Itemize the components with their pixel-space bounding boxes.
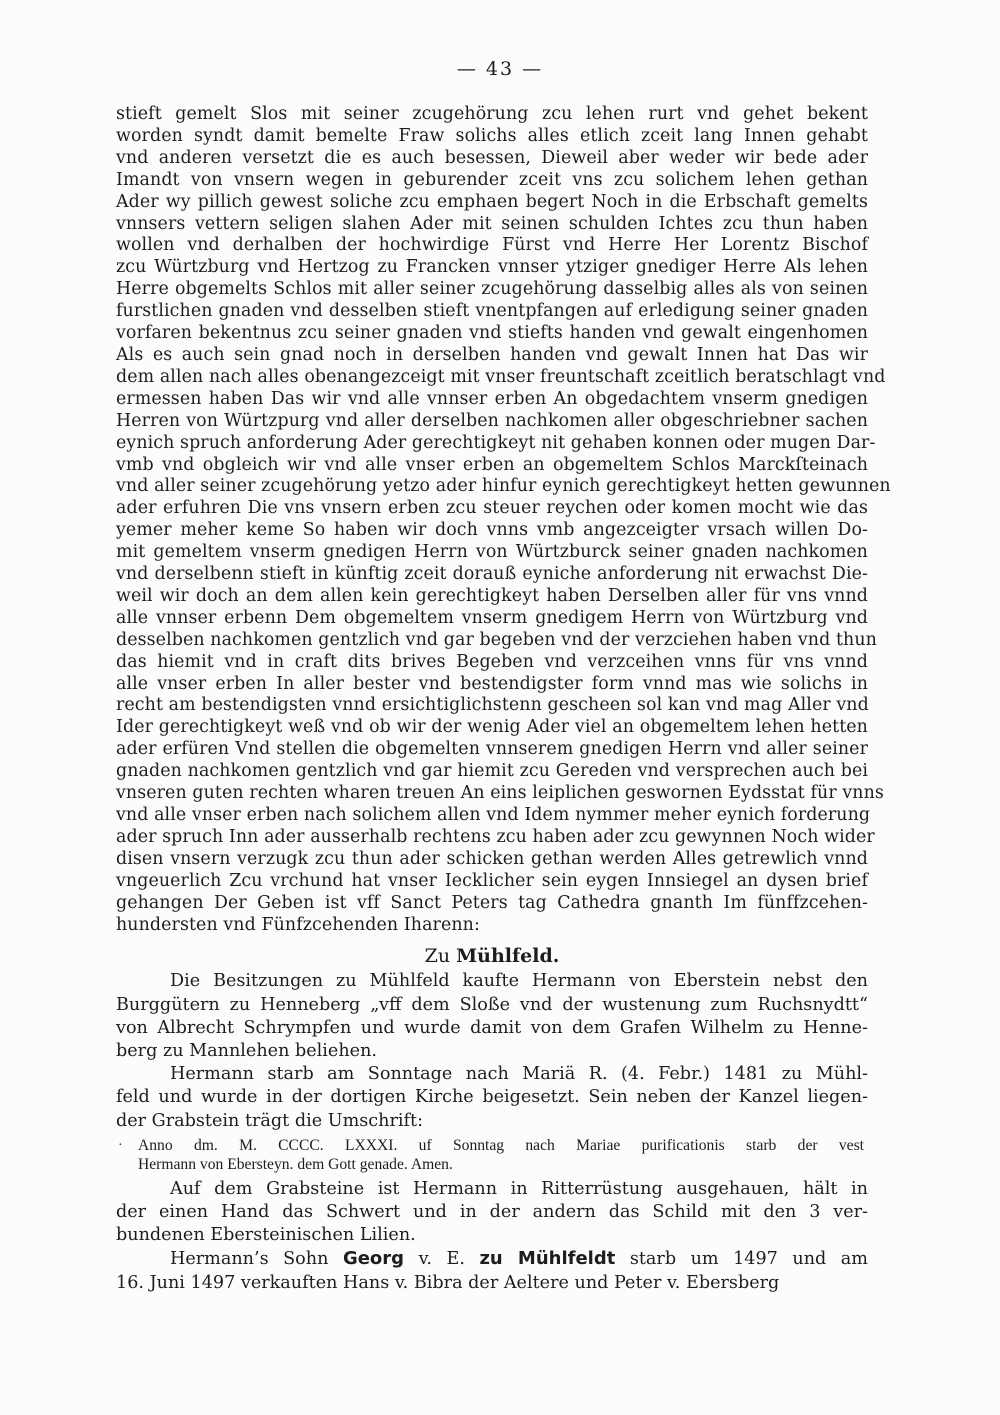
text-line: desselben nachkomen gentzlich vnd gar begeben vnd der verzciehen haben vnd thun <box>116 629 877 650</box>
text-line: vnseren guten rechten wharen treuen An eins leiplichen geswornen Eydsstat für vnns <box>116 783 884 804</box>
text-line: Herren von Würtzpurg vnd aller derselben nachkomen aller obgeschriebner sachen <box>116 410 868 431</box>
place-name: zu Mühlfeldt <box>479 1248 616 1270</box>
text-line: 16. Juni 1497 verkauften Hans v. Bibra der Aeltere und Peter v. Ebersberg <box>116 1272 780 1293</box>
bullet-mark: · <box>118 1137 123 1153</box>
text-line: wollen vnd derhalben der hochwirdige Fürst vnd Herre Her Lorentz Bischof <box>116 235 868 256</box>
text-line: gehangen Der Geben ist vff Sanct Peters tag Cathedra gnanth Im fünffzcehen- <box>116 892 868 913</box>
text-line: Burggütern zu Henneberg „vff dem Sloße vnd der wustenung zum Ruchsnydtt“ <box>116 994 868 1015</box>
paragraph-gravestone <box>116 1178 868 1248</box>
text-line: dem allen nach alles obenangezceigt mit vnser freuntschaft zceitlich beratschlagt vnd <box>116 366 886 387</box>
text-line: der Grabstein trägt die Umschrift: <box>116 1110 424 1131</box>
section-text <box>116 970 868 1294</box>
heading-prefix: Zu <box>424 945 457 968</box>
text-line: alle vnser erben In aller bester vnd bestendigster form vnnd mas wie solichs in <box>116 673 868 694</box>
page-number: — 43 — <box>456 58 544 80</box>
text-line: Als es auch sein gnad noch in derselben handen vnd gewalt Innen hat Das wir <box>116 344 868 365</box>
text-line: stieft gemelt Slos mit seiner zcugehörung zcu lehen rurt vnd gehet bekent <box>116 104 868 124</box>
text-line: vnd aller seiner zcugehörung yetzo ader hinfur eynich gerechtigkeyt hetten gewunnen <box>116 476 891 497</box>
heading-place: Mühlfeld. <box>456 945 560 968</box>
inscription-quote <box>118 1136 868 1174</box>
text-line: Hermann starb am Sonntage nach Mariä R. (4. Febr.) 1481 zu Mühl- <box>170 1064 868 1085</box>
document-quotation <box>116 104 891 936</box>
text-line: Imandt von vnsern wegen in geburender zceit vns zcu solichem lehen gethan <box>116 169 868 190</box>
text-line: gnaden nachkomen gentzlich vnd gar hiemit zcu Gereden vnd versprechen auch bei <box>116 761 868 782</box>
text-line: ader erfuhren Die vns vnsern erben zcu steuer reychen oder komen mocht wie das <box>116 498 868 519</box>
text-line: Auf dem Grabsteine ist Hermann in Ritterrüstung ausgehauen, hält in <box>170 1178 868 1199</box>
text-line: furstlichen gnaden vnd desselben stieft vnentpfangen auf erledigung seiner gnaden <box>116 301 868 322</box>
text-line: vmb vnd obgleich wir vnd alle vnser erben an obgemeltem Schlos Marckſteinach <box>116 454 868 475</box>
text-line: vngeuerlich Zcu vrchund hat vnser Iecklicher sein eygen Innsiegel an dysen brief <box>116 870 868 891</box>
text-line: von Albrecht Schrympfen und wurde damit von dem Grafen Wilhelm zu Henne- <box>116 1017 868 1038</box>
text-segment: Hermann’s Sohn <box>170 1249 343 1270</box>
paragraph-death <box>116 1063 868 1133</box>
text-line: ermessen haben Das wir vnd alle vnnser erben An obgedachtem vnserm gnedigen <box>116 388 868 409</box>
text-line: bundenen Ebersteinischen Lilien. <box>116 1225 416 1246</box>
text-line: Ader wy pillich gewest soliche zcu emphaen begert Noch in die Erbschaft gemelts <box>116 191 868 212</box>
text-line: vnd derselbenn stieft in künftig zceit dorauß eyniche anforderung nit erwachst Die- <box>116 564 868 585</box>
person-name: Georg <box>342 1248 405 1270</box>
text-line: zcu Würtzburg vnd Hertzog zu Francken vnnser ytziger gnediger Herre Als lehen <box>116 257 868 278</box>
page-body <box>116 104 891 1295</box>
text-segment: v. E. <box>404 1249 480 1270</box>
text-line: der einen Hand das Schwert und in der andern das Schild mit den 3 ver- <box>116 1202 868 1223</box>
text-segment: starb um 1497 und am <box>615 1249 868 1270</box>
text-line: ader erfüren Vnd stellen die obgemelten vnnserem gnedigen Herrn vnd aller seiner <box>116 739 868 760</box>
text-line: disen vnsern verzugk zcu thun ader schicken gethan werden Alles getrewlich vnnd <box>116 848 868 869</box>
text-line: Anno dm. M. CCCC. LXXXI. uf Sonntag nach Mariae purificationis starb der vest <box>138 1136 864 1154</box>
text-line: vnd anderen versetzt die es auch besessen, Dieweil aber weder wir bede ader <box>116 147 868 168</box>
text-line: vorfaren bekentnus zcu seiner gnaden vnd stiefts handen vnd gewalt eingenhomen <box>116 323 868 344</box>
section-heading <box>116 944 868 968</box>
text-line: yemer meher keme So haben wir doch vnns vmb angezceigter vrsach willen Do- <box>116 520 868 541</box>
text-line: worden syndt damit bemelte Fraw solichs alles etlich zceit lang Innen gehabt <box>116 125 868 146</box>
text-line: feld und wurde in der dortigen Kirche beigesetzt. Sein neben der Kanzel liegen- <box>116 1087 868 1108</box>
text-line: hundersten vnd Fünfzcehenden Iharenn: <box>116 914 480 935</box>
text-line: weil wir doch an dem allen kein gerechtigkeyt haben Derselben aller für vns vnnd <box>116 585 868 606</box>
text-line: vnnsers vettern seligen slahen Ader mit seinen schulden Ichtes zcu thun haben <box>116 213 868 234</box>
text-line: ader spruch Inn ader ausserhalb rechtens zcu haben ader zcu gewynnen Noch wider <box>116 826 875 847</box>
text-line: das hiemit vnd in craft dits brives Begeben vnd verzceihen vnns für vns vnnd <box>116 651 868 672</box>
text-line: recht am bestendigsten vnnd ersichtiglichstenn gescheen sol kan vnd mag Aller vnd <box>116 695 869 716</box>
text-line: mit gemeltem vnserm gnedigen Herrn von Würtzburck seiner gnaden nachkomen <box>116 542 868 563</box>
text-line: Die Besitzungen zu Mühlfeld kaufte Hermann von Eberstein nebst den <box>170 971 868 992</box>
text-line: Ider gerechtigkeyt weß vnd ob wir der wenig Ader viel an obgemeltem lehen hetten <box>116 717 868 738</box>
text-line: Herre obgemelts Schlos mit aller seiner zcugehörung dasselbig alles als von seinen <box>116 279 868 300</box>
text-line: vnd alle vnser erben nach solichem allen vnd Idem nymmer meher eynich forderung <box>116 805 871 825</box>
text-line <box>116 1247 868 1271</box>
paragraph-purchase <box>116 970 868 1063</box>
text-line: alle vnnser erbenn Dem obgemeltem vnserm gnedigem Herrn von Würtzburg vnd <box>116 607 868 628</box>
text-line: Hermann von Ebersteyn. dem Gott genade. Amen. <box>138 1155 453 1173</box>
text-line: berg zu Mannlehen beliehen. <box>116 1041 378 1062</box>
paragraph-son <box>116 1247 868 1294</box>
text-line: eynich spruch anforderung Ader gerechtigkeyt nit gehaben konnen oder mugen Dar- <box>116 432 876 453</box>
